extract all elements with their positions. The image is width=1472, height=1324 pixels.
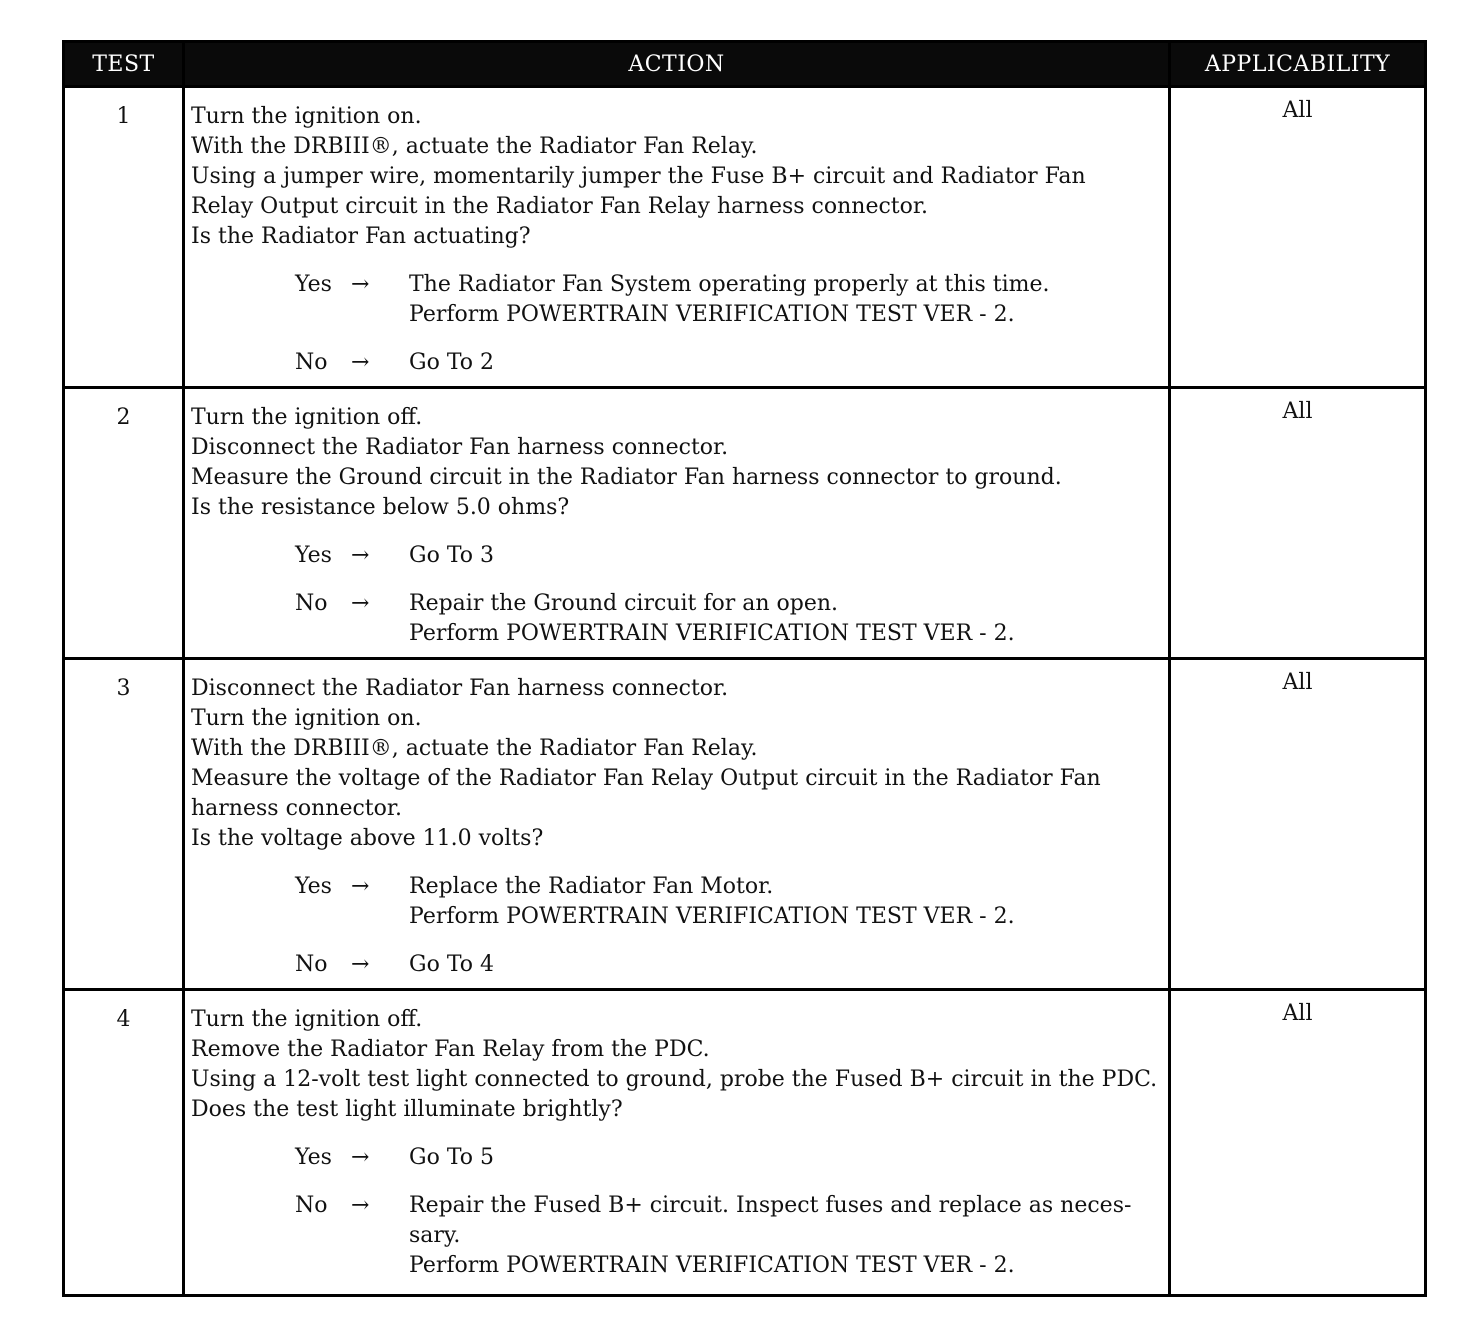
action-cell	[184, 87, 1170, 388]
result-line: Replace the Radiator Fan Motor.	[409, 874, 774, 899]
action-cell	[184, 659, 1170, 990]
action-step: Turn the ignition off.	[191, 1007, 423, 1032]
right-arrow-icon: →	[351, 952, 370, 977]
right-arrow-icon: →	[351, 1193, 370, 1218]
table-row	[64, 659, 1426, 990]
answer-label: No	[295, 350, 328, 375]
action-step: Using a jumper wire, momentarily jumper the Fuse B+ circuit and Radiator Fan	[191, 164, 1086, 189]
action-step: Is the Radiator Fan actuating?	[191, 224, 531, 249]
answer-label: Yes	[295, 1145, 332, 1170]
applicability-cell: All	[1170, 87, 1426, 388]
action-step: Turn the ignition on.	[191, 706, 422, 731]
table-row	[64, 990, 1426, 1296]
answer-result	[409, 872, 1162, 932]
right-arrow-icon: →	[351, 874, 370, 899]
applicability-cell: All	[1170, 388, 1426, 659]
action-step: Remove the Radiator Fan Relay from the PDC.	[191, 1037, 710, 1062]
action-step: Turn the ignition on.	[191, 104, 422, 129]
action-step: harness connector.	[191, 796, 402, 821]
action-step: With the DRBIII®, actuate the Radiator Fan Relay.	[191, 134, 758, 159]
answer-label: Yes	[295, 874, 332, 899]
action-step: Is the voltage above 11.0 volts?	[191, 826, 544, 851]
table-row	[64, 87, 1426, 388]
answer-label: No	[295, 952, 328, 977]
test-number: 2	[64, 388, 184, 659]
answer-yes	[191, 541, 1162, 571]
result-line: Repair the Fused B+ circuit. Inspect fuses and replace as neces-	[409, 1193, 1132, 1218]
answer-result	[409, 270, 1162, 330]
header-applicability: APPLICABILITY	[1170, 42, 1426, 87]
header-action: ACTION	[184, 42, 1170, 87]
action-step: Disconnect the Radiator Fan harness connector.	[191, 435, 729, 460]
action-step: Does the test light illuminate brightly?	[191, 1097, 623, 1122]
answer-no	[191, 1191, 1162, 1281]
answer-label: No	[295, 591, 328, 616]
action-step: Using a 12-volt test light connected to ground, probe the Fused B+ circuit in the PDC.	[191, 1067, 1158, 1092]
answer-result	[409, 589, 1162, 649]
answer-label: Yes	[295, 272, 332, 297]
diagnostic-test-table	[62, 40, 1427, 1297]
answer-block	[191, 872, 1162, 980]
test-number: 1	[64, 87, 184, 388]
answer-yes	[191, 270, 1162, 330]
result-line: sary.	[409, 1223, 461, 1248]
answer-no	[191, 348, 1162, 378]
result-line: Perform POWERTRAIN VERIFICATION TEST VER - 2.	[409, 1253, 1015, 1278]
action-step: With the DRBIII®, actuate the Radiator Fan Relay.	[191, 736, 758, 761]
test-number: 4	[64, 990, 184, 1296]
header-test: TEST	[64, 42, 184, 87]
answer-block	[191, 270, 1162, 378]
result-line: Go To 2	[409, 350, 495, 375]
action-cell	[184, 990, 1170, 1296]
answer-result	[409, 1191, 1162, 1281]
answer-result	[409, 541, 1162, 571]
answer-block	[191, 541, 1162, 649]
action-step: Relay Output circuit in the Radiator Fan Relay harness connector.	[191, 194, 928, 219]
action-step: Disconnect the Radiator Fan harness connector.	[191, 676, 729, 701]
result-line: Go To 5	[409, 1145, 495, 1170]
answer-result	[409, 1143, 1162, 1173]
result-line: Perform POWERTRAIN VERIFICATION TEST VER - 2.	[409, 302, 1015, 327]
header-row	[64, 42, 1426, 87]
action-step: Turn the ignition off.	[191, 405, 423, 430]
answer-yes	[191, 1143, 1162, 1173]
action-step: Measure the Ground circuit in the Radiator Fan harness connector to ground.	[191, 465, 1062, 490]
answer-result	[409, 348, 1162, 378]
result-line: Perform POWERTRAIN VERIFICATION TEST VER - 2.	[409, 904, 1015, 929]
right-arrow-icon: →	[351, 543, 370, 568]
applicability-cell: All	[1170, 990, 1426, 1296]
action-step: Measure the voltage of the Radiator Fan Relay Output circuit in the Radiator Fan	[191, 766, 1101, 791]
answer-yes	[191, 872, 1162, 932]
result-line: Perform POWERTRAIN VERIFICATION TEST VER - 2.	[409, 621, 1015, 646]
right-arrow-icon: →	[351, 1145, 370, 1170]
result-line: Repair the Ground circuit for an open.	[409, 591, 839, 616]
right-arrow-icon: →	[351, 591, 370, 616]
answer-label: No	[295, 1193, 328, 1218]
action-cell	[184, 388, 1170, 659]
action-step: Is the resistance below 5.0 ohms?	[191, 495, 570, 520]
answer-label: Yes	[295, 543, 332, 568]
result-line: The Radiator Fan System operating properly at this time.	[409, 272, 1050, 297]
answer-no	[191, 950, 1162, 980]
answer-result	[409, 950, 1162, 980]
answer-no	[191, 589, 1162, 649]
right-arrow-icon: →	[351, 272, 370, 297]
result-line: Go To 3	[409, 543, 495, 568]
table-row	[64, 388, 1426, 659]
right-arrow-icon: →	[351, 350, 370, 375]
result-line: Go To 4	[409, 952, 495, 977]
answer-block	[191, 1143, 1162, 1281]
table-body	[64, 87, 1426, 1296]
table-header	[64, 42, 1426, 87]
applicability-cell: All	[1170, 659, 1426, 990]
test-number: 3	[64, 659, 184, 990]
